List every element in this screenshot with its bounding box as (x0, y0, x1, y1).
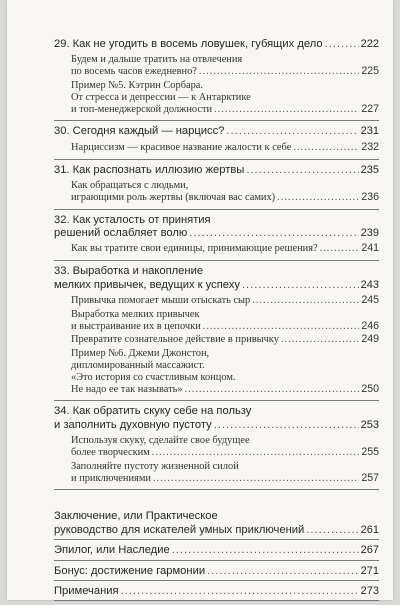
section-entry-line (71, 360, 379, 372)
chapter-entry[interactable] (54, 265, 379, 292)
section-entry-text: Используя скуку, сделайте свое будущее (71, 435, 250, 447)
chapter-entry[interactable] (54, 164, 379, 177)
dot-leader (242, 279, 359, 292)
section-entry-text: Нарциссизм — красивое название жалости к себе (71, 141, 292, 153)
page-number: 273 (360, 585, 379, 598)
dot-leader (207, 565, 359, 578)
page-number: 271 (360, 564, 379, 577)
chapter-block (54, 38, 379, 121)
chapter-entry-line (54, 38, 379, 51)
chapter-block (54, 214, 379, 262)
page-number: 245 (361, 295, 379, 307)
chapter-entry-text: мелких привычек, ведущих к успеху (54, 278, 240, 291)
section-entry-line (71, 334, 379, 346)
section-entry-line (71, 473, 379, 485)
dot-leader (214, 419, 359, 432)
back-matter-entry-line (54, 544, 379, 557)
section-entry-line (71, 348, 379, 360)
section-entry-text: и приключениями (71, 472, 151, 484)
section-entry-line (71, 104, 379, 116)
section-entry-line (71, 54, 379, 66)
section-entry[interactable] (54, 180, 379, 204)
section-entry-line (71, 295, 379, 307)
page-number: 239 (360, 227, 379, 239)
dot-leader (293, 142, 359, 154)
section-entry[interactable] (54, 295, 379, 307)
dot-leader (277, 192, 359, 204)
chapter-entry-line (54, 125, 379, 138)
chapter-entry-text: 34. Как обратить скуку себе на пользу (54, 405, 252, 418)
chapter-entry-line (54, 214, 379, 227)
chapter-entry-text: 33. Выработка и накопление (54, 265, 204, 278)
section-entry[interactable] (54, 142, 379, 154)
section-entry-line (71, 447, 379, 459)
back-matter-entry-text: Заключение, или Практическое (54, 510, 218, 523)
chapter-entry-line (54, 419, 379, 432)
page-number: 243 (360, 278, 379, 291)
back-matter-entry-line (54, 585, 379, 598)
section-entry-line (71, 66, 379, 78)
dot-leader (189, 227, 358, 240)
chapter-entry-text: решений ослабляет волю (54, 227, 188, 239)
section-entry[interactable] (54, 54, 379, 78)
chapter-block (54, 265, 379, 401)
chapter-entry-line (54, 164, 379, 177)
chapter-entry-text: 30. Сегодня каждый — нарцисс? (54, 125, 225, 138)
chapter-entry-line (54, 279, 379, 292)
dot-leader (121, 585, 359, 598)
section-entry[interactable] (54, 80, 379, 115)
section-entry-text: Не надо ее так называть» (71, 383, 183, 395)
section-entry-text: и выстраивание их в цепочки (71, 320, 201, 332)
chapter-block (54, 405, 379, 490)
page-number: 249 (361, 334, 379, 346)
page-number: 255 (361, 447, 379, 458)
section-entry-text: Выработка мелких привычек (71, 308, 200, 320)
back-matter-entry[interactable] (54, 585, 379, 601)
dot-leader (325, 38, 359, 51)
chapter-entry[interactable] (54, 214, 379, 241)
back-matter-entry-text: руководство для искателей умных приключений (54, 523, 305, 536)
back-matter-entry[interactable] (54, 510, 379, 540)
chapter-block (54, 125, 379, 159)
section-entry-text: Как вы тратите свои единицы, принимающие решения? (71, 243, 318, 255)
section-entry-line (71, 384, 379, 396)
section-entry-line (71, 92, 379, 104)
chapter-entry[interactable] (54, 405, 379, 432)
section-entry-text: играющими роль жертвы (включая вас самих) (71, 191, 276, 203)
dot-leader (306, 524, 358, 537)
section-entry[interactable] (54, 461, 379, 485)
section-entry-line (71, 80, 379, 92)
chapter-entry[interactable] (54, 125, 379, 138)
back-matter-entry-text: Бонус: достижение гармонии (54, 564, 206, 577)
dot-leader (226, 125, 358, 138)
section-entry-line (71, 243, 379, 255)
chapter-list (54, 38, 379, 490)
back-matter-entry[interactable] (54, 544, 379, 560)
section-entry[interactable] (54, 435, 379, 459)
page-number: 236 (361, 191, 379, 203)
chapter-entry-line (54, 227, 379, 240)
section-entry-text: Привычка помогает мыши отыскать сыр (71, 295, 251, 307)
dot-leader (185, 384, 360, 396)
section-entry-text: по восемь часов ежедневно? (71, 66, 197, 78)
page-number: 231 (360, 125, 379, 138)
table-of-contents (54, 38, 379, 605)
page-number: 267 (360, 544, 379, 557)
page-number: 261 (360, 523, 379, 536)
page-number: 227 (361, 103, 379, 115)
page-number: 250 (361, 383, 379, 395)
dot-leader (203, 321, 360, 333)
chapter-entry-text: и заполнить духовную пустоту (54, 418, 212, 431)
chapter-entry-line (54, 265, 379, 278)
back-matter-entry-line (54, 565, 379, 578)
dot-leader (281, 334, 359, 346)
chapter-entry-text: 32. Как усталость от принятия (54, 213, 211, 226)
dot-leader (199, 66, 359, 78)
dot-leader (252, 295, 359, 307)
page-number: 246 (361, 320, 379, 332)
section-entry-text: Пример №5. Кэтрин Сорбара. (71, 80, 204, 91)
section-entry-line (71, 435, 379, 447)
back-matter-list (54, 510, 379, 601)
page-number: 232 (361, 141, 379, 153)
page-number: 257 (361, 472, 379, 484)
section-entry-text: Как обращаться с людьми, (71, 180, 189, 191)
back-matter-entry-line (54, 524, 379, 537)
section-entry-text: Заполняйте пустоту жизненной силой (71, 460, 239, 472)
chapter-entry-text: 29. Как не угодить в восемь ловушек, губящих дело (54, 38, 323, 50)
section-entry-text: Будем и дальше тратить на отвлечения (71, 54, 243, 66)
section-entry-text: От стресса и депрессии — к Антарктике (71, 91, 251, 103)
dot-leader (172, 544, 359, 557)
dot-leader (320, 243, 360, 255)
page-number: 235 (360, 163, 379, 176)
section-entry-line (71, 309, 379, 321)
section-entry-text: «Это история со счастливым концом. (71, 371, 236, 383)
section-entry-line (71, 321, 379, 333)
section-entry[interactable] (54, 348, 379, 395)
back-matter-entry[interactable] (54, 565, 379, 581)
back-matter-entry-line (54, 510, 379, 523)
page-number: 241 (361, 243, 379, 255)
back-matter-entry-text: Примечания (54, 585, 119, 598)
dot-leader (152, 447, 360, 459)
dot-leader (246, 164, 358, 177)
section-entry-line (71, 180, 379, 192)
chapter-entry[interactable] (54, 38, 379, 51)
page-number: 222 (360, 38, 379, 50)
dot-leader (214, 104, 359, 116)
book-page (7, 0, 393, 600)
section-entry-text: Пример №6. Джеми Джонстон, (71, 348, 210, 360)
section-entry-text: дипломированный массажист. (71, 360, 205, 371)
section-entry-line (71, 461, 379, 473)
section-entry-line (71, 372, 379, 384)
section-entry-text: более творческим (71, 447, 150, 458)
section-entry-line (71, 192, 379, 204)
back-matter-entry-text: Эпилог, или Наследие (54, 544, 170, 557)
section-entry[interactable] (54, 309, 379, 333)
section-entry-line (71, 142, 379, 154)
page-number: 225 (361, 66, 379, 78)
section-entry-text: и топ-менеджерской должности (71, 103, 213, 115)
chapter-block (54, 164, 379, 210)
chapter-entry-line (54, 405, 379, 418)
section-entry[interactable] (54, 243, 379, 255)
chapter-entry-text: 31. Как распознать иллюзию жертвы (54, 163, 245, 176)
section-entry-text: Превратите сознательное действие в привычку (71, 334, 279, 346)
dot-leader (153, 473, 359, 485)
page-number: 253 (360, 418, 379, 431)
section-entry[interactable] (54, 334, 379, 346)
